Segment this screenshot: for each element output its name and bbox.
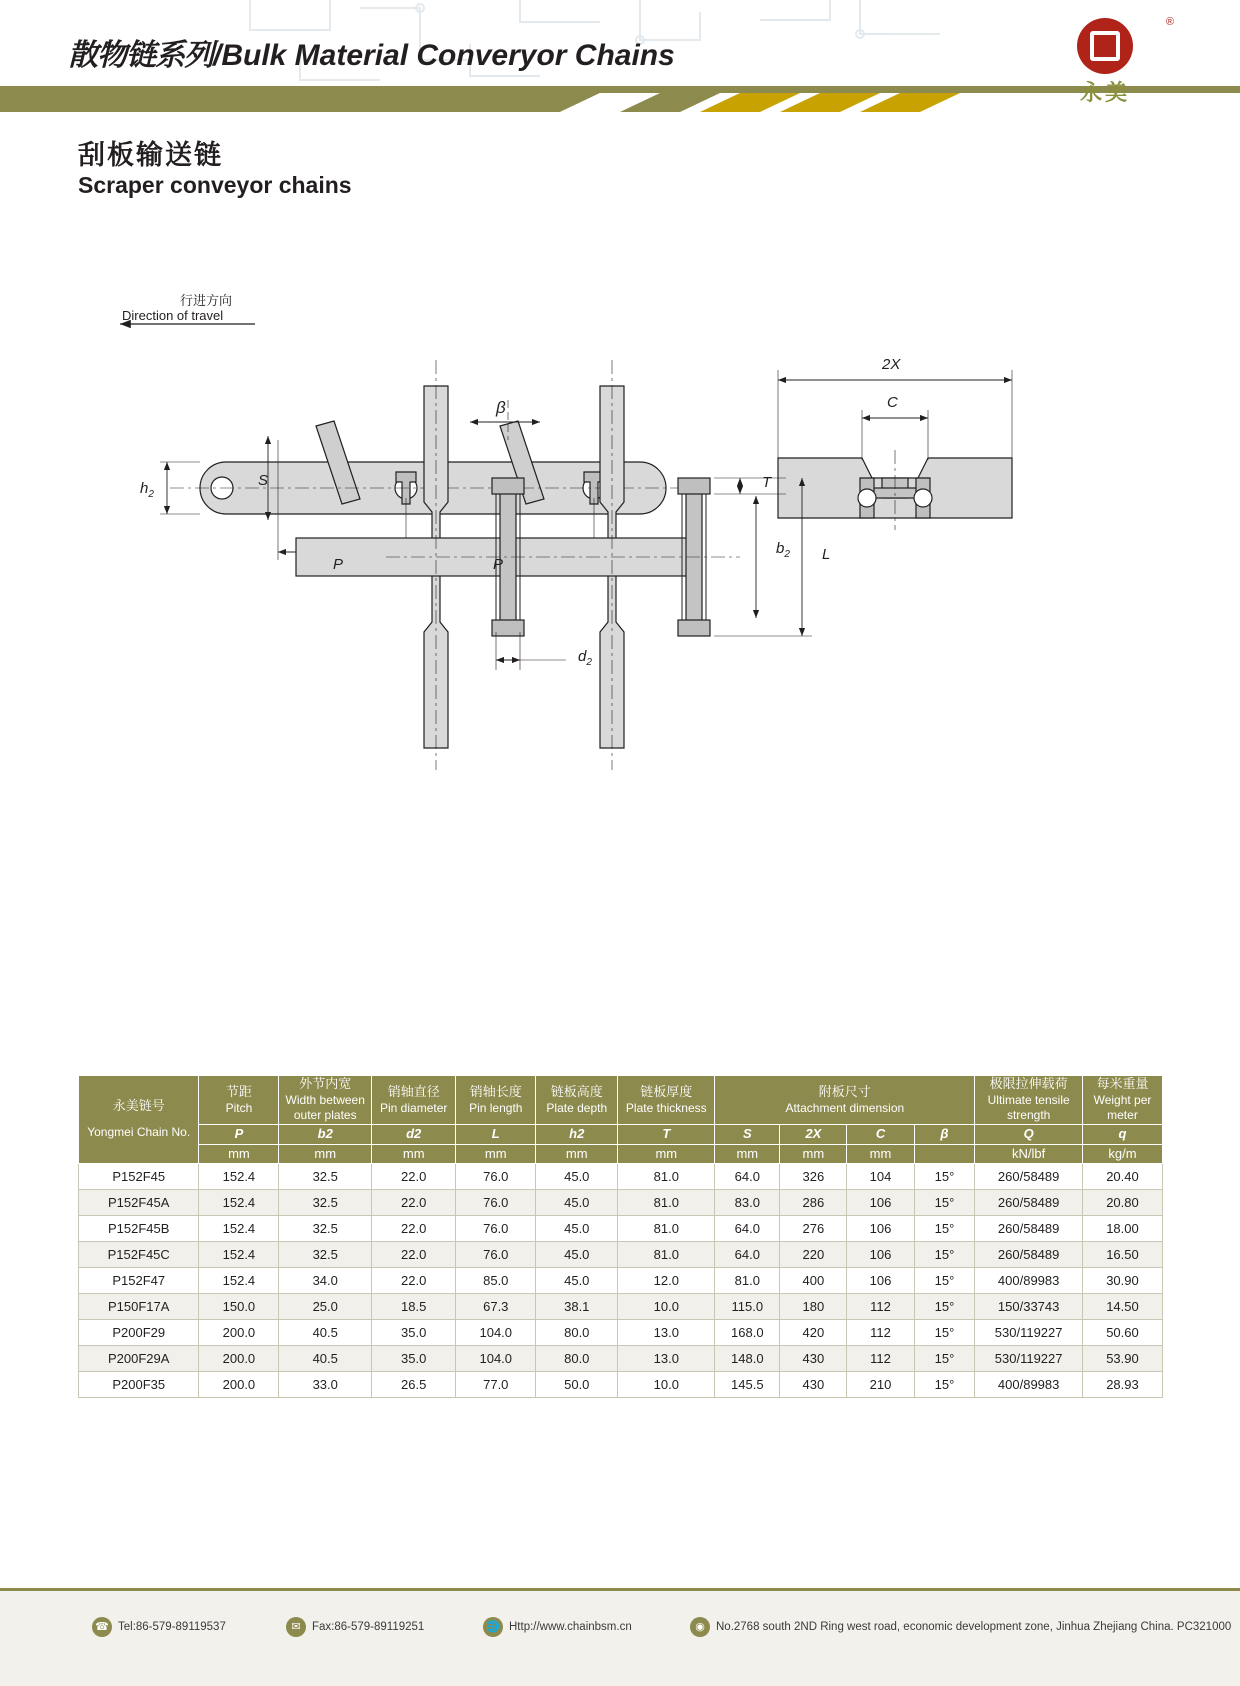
page-footer <box>0 1588 1240 1686</box>
cell-beta: 15° <box>914 1371 975 1397</box>
table-row <box>79 1345 1163 1371</box>
cell-d2: 35.0 <box>372 1319 456 1345</box>
header-chain-no-en: Yongmei Chain No. <box>87 1125 191 1139</box>
cell-beta: 15° <box>914 1163 975 1189</box>
cell-beta: 15° <box>914 1215 975 1241</box>
cell-T: 81.0 <box>618 1163 715 1189</box>
cell-P: 152.4 <box>199 1215 279 1241</box>
unit-q: kg/m <box>1082 1144 1162 1163</box>
cell-beta: 15° <box>914 1241 975 1267</box>
cell-T: 10.0 <box>618 1293 715 1319</box>
cell-L: 77.0 <box>456 1371 536 1397</box>
cell-chain-no: P200F35 <box>79 1371 199 1397</box>
cell-P: 200.0 <box>199 1371 279 1397</box>
dimension-label-L: L <box>822 546 831 563</box>
location-icon: ◉ <box>690 1617 710 1637</box>
cell-C: 112 <box>847 1319 914 1345</box>
dimension-label-P1: P <box>333 556 344 573</box>
cell-T: 13.0 <box>618 1319 715 1345</box>
cell-chain-no: P152F47 <box>79 1267 199 1293</box>
dimension-label-P2: P <box>493 556 504 573</box>
logo-mark-icon <box>1077 18 1133 74</box>
dimension-label-C: C <box>887 394 898 411</box>
cell-d2: 22.0 <box>372 1189 456 1215</box>
cell-beta: 15° <box>914 1189 975 1215</box>
sym-S: S <box>715 1125 780 1144</box>
cell-T: 10.0 <box>618 1371 715 1397</box>
footer-address: ◉ No.2768 south 2ND Ring west road, economic development zone, Jinhua Zhejiang China. PC321000 <box>690 1617 1231 1637</box>
cell-beta: 15° <box>914 1345 975 1371</box>
header-weight: 每米重量 Weight per meter <box>1082 1076 1162 1125</box>
cell-S: 168.0 <box>715 1319 780 1345</box>
header-tensile-strength: 极限拉伸载荷 Ultimate tensile strength <box>975 1076 1083 1125</box>
cell-chain-no: P152F45 <box>79 1163 199 1189</box>
cell-C: 112 <box>847 1345 914 1371</box>
table-header-units <box>79 1144 1163 1163</box>
dimension-label-beta: β <box>496 398 506 417</box>
header-plate-thickness: 链板厚度 Plate thickness <box>618 1076 715 1125</box>
dimension-label-S: S <box>258 472 269 489</box>
cell-q: 20.80 <box>1082 1189 1162 1215</box>
cell-q: 20.40 <box>1082 1163 1162 1189</box>
sym-beta: β <box>914 1125 975 1144</box>
cell-S: 115.0 <box>715 1293 780 1319</box>
header-title-cn: 散物链系列 <box>68 38 213 73</box>
cell-X2: 220 <box>780 1241 847 1267</box>
sym-L: L <box>456 1125 536 1144</box>
cell-chain-no: P152F45A <box>79 1189 199 1215</box>
table-row <box>79 1293 1163 1319</box>
cell-chain-no: P200F29 <box>79 1319 199 1345</box>
sym-P: P <box>199 1125 279 1144</box>
cell-h2: 38.1 <box>536 1293 618 1319</box>
cell-Q: 260/58489 <box>975 1163 1083 1189</box>
cell-X2: 276 <box>780 1215 847 1241</box>
table-row <box>79 1319 1163 1345</box>
globe-icon: 🌐 <box>483 1617 503 1637</box>
cell-h2: 80.0 <box>536 1319 618 1345</box>
cell-d2: 22.0 <box>372 1267 456 1293</box>
fax-icon: ✉ <box>286 1617 306 1637</box>
cell-q: 16.50 <box>1082 1241 1162 1267</box>
cell-b2: 40.5 <box>279 1345 372 1371</box>
header-title <box>68 30 675 74</box>
cell-C: 112 <box>847 1293 914 1319</box>
cell-h2: 80.0 <box>536 1345 618 1371</box>
header-plate-depth: 链板高度 Plate depth <box>536 1076 618 1125</box>
cell-C: 106 <box>847 1215 914 1241</box>
cell-L: 85.0 <box>456 1267 536 1293</box>
cell-beta: 15° <box>914 1319 975 1345</box>
cell-q: 50.60 <box>1082 1319 1162 1345</box>
cell-b2: 32.5 <box>279 1215 372 1241</box>
technical-drawing <box>0 240 1240 1000</box>
sym-Q: Q <box>975 1125 1083 1144</box>
unit-h2: mm <box>536 1144 618 1163</box>
cell-d2: 22.0 <box>372 1163 456 1189</box>
cell-h2: 45.0 <box>536 1189 618 1215</box>
cell-S: 64.0 <box>715 1241 780 1267</box>
dimension-label-T: T <box>762 474 772 491</box>
cell-S: 81.0 <box>715 1267 780 1293</box>
cell-S: 64.0 <box>715 1163 780 1189</box>
header-width-outer-plates: 外节内宽 Width between outer plates <box>279 1076 372 1125</box>
cell-P: 150.0 <box>199 1293 279 1319</box>
table-row <box>79 1267 1163 1293</box>
cell-d2: 22.0 <box>372 1215 456 1241</box>
logo-company-name: 永美 <box>1079 81 1130 106</box>
header-pitch: 节距 Pitch <box>199 1076 279 1125</box>
sym-h2: h2 <box>536 1125 618 1144</box>
table-row <box>79 1371 1163 1397</box>
header-pin-length: 销轴长度 Pin length <box>456 1076 536 1125</box>
cell-T: 13.0 <box>618 1345 715 1371</box>
sym-C: C <box>847 1125 914 1144</box>
cell-d2: 35.0 <box>372 1345 456 1371</box>
dimension-label-h2: $h_2$ <box>140 480 154 500</box>
cell-T: 81.0 <box>618 1241 715 1267</box>
cell-C: 210 <box>847 1371 914 1397</box>
cell-b2: 32.5 <box>279 1241 372 1267</box>
cell-q: 53.90 <box>1082 1345 1162 1371</box>
cell-Q: 530/119227 <box>975 1319 1083 1345</box>
cell-L: 76.0 <box>456 1215 536 1241</box>
drawing-canvas <box>0 240 1240 1000</box>
direction-label-cn: 行进方向 <box>180 294 233 309</box>
cell-q: 30.90 <box>1082 1267 1162 1293</box>
cell-P: 152.4 <box>199 1189 279 1215</box>
cell-chain-no: P200F29A <box>79 1345 199 1371</box>
dimension-label-d2: $d_2$ <box>578 648 592 668</box>
sym-d2: d2 <box>372 1125 456 1144</box>
cell-P: 200.0 <box>199 1319 279 1345</box>
cell-q: 14.50 <box>1082 1293 1162 1319</box>
cell-d2: 26.5 <box>372 1371 456 1397</box>
cell-P: 152.4 <box>199 1241 279 1267</box>
cell-X2: 286 <box>780 1189 847 1215</box>
cell-h2: 45.0 <box>536 1241 618 1267</box>
cell-beta: 15° <box>914 1267 975 1293</box>
cell-beta: 15° <box>914 1293 975 1319</box>
table-header-names <box>79 1076 1163 1125</box>
cell-T: 81.0 <box>618 1189 715 1215</box>
cell-X2: 326 <box>780 1163 847 1189</box>
cell-C: 106 <box>847 1267 914 1293</box>
page-title-cn: 刮板输送链 <box>78 140 223 171</box>
table-header-symbols <box>79 1125 1163 1144</box>
cell-C: 106 <box>847 1189 914 1215</box>
cell-S: 145.5 <box>715 1371 780 1397</box>
company-logo <box>1050 18 1160 106</box>
table-body <box>79 1163 1163 1397</box>
cell-h2: 45.0 <box>536 1267 618 1293</box>
cell-L: 67.3 <box>456 1293 536 1319</box>
cell-b2: 34.0 <box>279 1267 372 1293</box>
cell-h2: 45.0 <box>536 1215 618 1241</box>
dimension-label-2x: 2X <box>882 356 901 373</box>
cell-b2: 40.5 <box>279 1319 372 1345</box>
cell-h2: 45.0 <box>536 1163 618 1189</box>
registered-trademark-icon: ® <box>1165 16 1174 28</box>
unit-Q: kN/lbf <box>975 1144 1083 1163</box>
cell-X2: 180 <box>780 1293 847 1319</box>
cell-b2: 32.5 <box>279 1189 372 1215</box>
cell-L: 76.0 <box>456 1241 536 1267</box>
cell-X2: 430 <box>780 1371 847 1397</box>
cell-S: 83.0 <box>715 1189 780 1215</box>
cell-h2: 50.0 <box>536 1371 618 1397</box>
cell-q: 18.00 <box>1082 1215 1162 1241</box>
unit-d2: mm <box>372 1144 456 1163</box>
cell-Q: 150/33743 <box>975 1293 1083 1319</box>
footer-fax: ✉ Fax:86-579-89119251 <box>286 1617 424 1637</box>
cell-T: 12.0 <box>618 1267 715 1293</box>
header-title-en: /Bulk Material Converyor Chains <box>213 39 675 72</box>
header-chain-no <box>79 1076 199 1164</box>
cell-L: 76.0 <box>456 1189 536 1215</box>
header-pin-diameter: 销轴直径 Pin diameter <box>372 1076 456 1125</box>
cell-S: 64.0 <box>715 1215 780 1241</box>
direction-label-en: Direction of travel <box>122 308 224 323</box>
cell-P: 200.0 <box>199 1345 279 1371</box>
cell-b2: 32.5 <box>279 1163 372 1189</box>
unit-2X: mm <box>780 1144 847 1163</box>
unit-C: mm <box>847 1144 914 1163</box>
unit-L: mm <box>456 1144 536 1163</box>
spec-table <box>78 1075 1163 1398</box>
cell-Q: 260/58489 <box>975 1215 1083 1241</box>
cell-q: 28.93 <box>1082 1371 1162 1397</box>
cell-chain-no: P150F17A <box>79 1293 199 1319</box>
sym-q: q <box>1082 1125 1162 1144</box>
cell-chain-no: P152F45C <box>79 1241 199 1267</box>
unit-S: mm <box>715 1144 780 1163</box>
cell-C: 106 <box>847 1241 914 1267</box>
cell-P: 152.4 <box>199 1163 279 1189</box>
sym-2X: 2X <box>780 1125 847 1144</box>
table-row <box>79 1215 1163 1241</box>
phone-icon: ☎ <box>92 1617 112 1637</box>
header-attachment-dimension: 附板尺寸 Attachment dimension <box>715 1076 975 1125</box>
cell-d2: 18.5 <box>372 1293 456 1319</box>
footer-tel: ☎ Tel:86-579-89119537 <box>92 1617 226 1637</box>
unit-P: mm <box>199 1144 279 1163</box>
cell-C: 104 <box>847 1163 914 1189</box>
cell-X2: 400 <box>780 1267 847 1293</box>
cell-L: 76.0 <box>456 1163 536 1189</box>
cell-X2: 420 <box>780 1319 847 1345</box>
header-chain-no-cn: 永美链号 <box>112 1098 165 1114</box>
cell-S: 148.0 <box>715 1345 780 1371</box>
cell-Q: 400/89983 <box>975 1371 1083 1397</box>
cell-chain-no: P152F45B <box>79 1215 199 1241</box>
cell-Q: 400/89983 <box>975 1267 1083 1293</box>
cell-Q: 530/119227 <box>975 1345 1083 1371</box>
table-row <box>79 1189 1163 1215</box>
unit-b2: mm <box>279 1144 372 1163</box>
sym-T: T <box>618 1125 715 1144</box>
unit-beta <box>914 1144 975 1163</box>
cell-Q: 260/58489 <box>975 1189 1083 1215</box>
cell-b2: 25.0 <box>279 1293 372 1319</box>
sym-b2: b2 <box>279 1125 372 1144</box>
cell-T: 81.0 <box>618 1215 715 1241</box>
page-header <box>0 0 1240 112</box>
cell-Q: 260/58489 <box>975 1241 1083 1267</box>
cell-X2: 430 <box>780 1345 847 1371</box>
cell-L: 104.0 <box>456 1345 536 1371</box>
cell-P: 152.4 <box>199 1267 279 1293</box>
dimension-label-b2: $b_2$ <box>776 540 790 560</box>
footer-website[interactable]: 🌐 Http://www.chainbsm.cn <box>483 1617 632 1637</box>
unit-T: mm <box>618 1144 715 1163</box>
cell-L: 104.0 <box>456 1319 536 1345</box>
cell-d2: 22.0 <box>372 1241 456 1267</box>
cell-b2: 33.0 <box>279 1371 372 1397</box>
table-row <box>79 1163 1163 1189</box>
table-row <box>79 1241 1163 1267</box>
page-title-en: Scraper conveyor chains <box>78 172 352 198</box>
